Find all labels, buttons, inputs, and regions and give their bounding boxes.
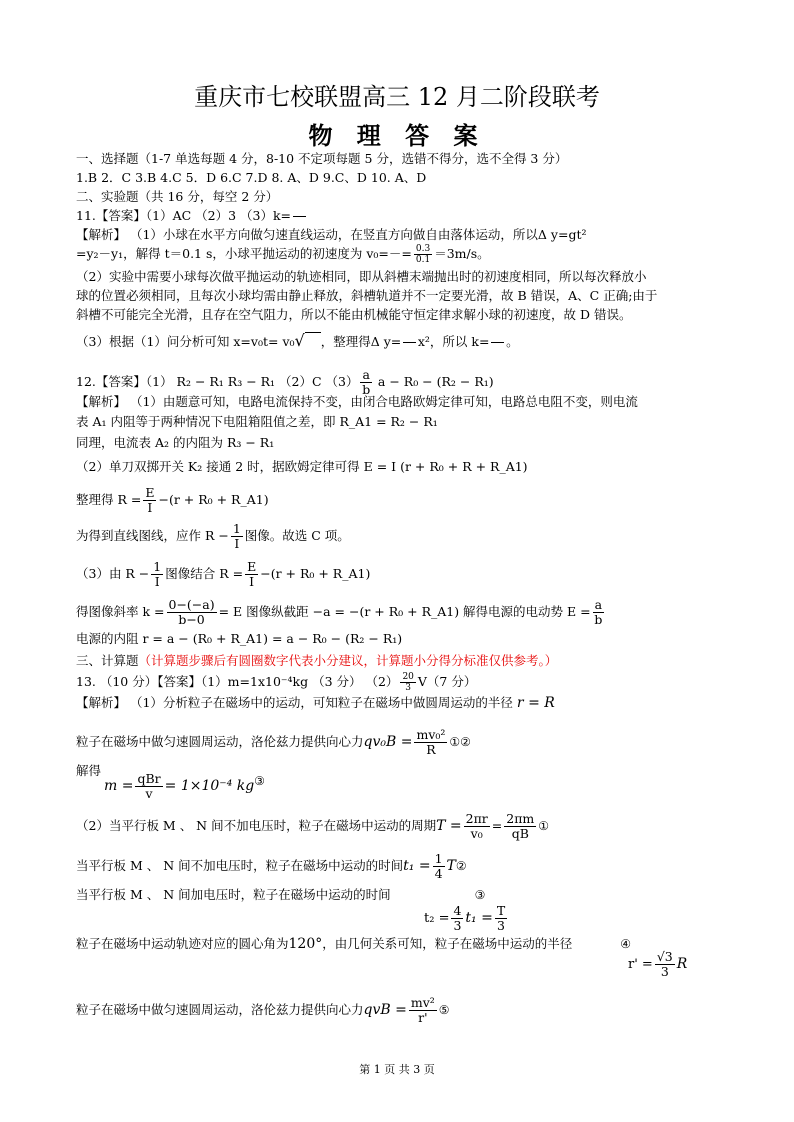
q12-analysis-1c: 同理，电流表 A₂ 的内阻为 R₃ − R₁ <box>76 435 275 450</box>
q12-3b-prefix: 得图像斜率 k = <box>76 604 165 619</box>
q11-analysis-1a: 【解析】 （1）小球在水平方向做匀速直线运动，在竖直方向做自由落体运动，所以Δ y=gt² <box>76 227 587 242</box>
q13-l2-eq-left: qv₀B = <box>363 734 413 750</box>
q12-answer-text: 12.【答案】（1） R₂ − R₁ R₃ − R₁ （2）C （3） <box>76 374 359 389</box>
q13-l7-fraction <box>655 950 675 979</box>
q12-3b-den: b−0 <box>178 612 205 627</box>
q13-l6-fraction2 <box>495 904 507 933</box>
q11-answer-prefix: 11.【答案】（1）AC （2）3 （3） <box>76 208 273 223</box>
q11-analysis-2a: （2）实验中需要小球每次做平抛运动的轨迹相同，即从斜槽末端抛出时的初速度相同，所以每次释放小 <box>76 269 647 284</box>
page-subtitle: 物 理 答 案 <box>308 121 486 150</box>
q13-l7-eq <box>628 950 687 979</box>
q12-3a-num: 1 <box>153 559 162 574</box>
q12-analysis-2a: （2）单刀双掷开关 K₂ 接通 2 时，据欧姆定律可得 E = I (r + R₀ + R + R_A1) <box>76 459 528 474</box>
q13-l7-angle: 120° <box>288 936 323 952</box>
q12-3b-fraction2 <box>593 598 604 627</box>
q11-analysis-3 <box>76 332 519 353</box>
q12-3b-num: 0−(−a) <box>168 597 215 612</box>
q13-l6-den: 3 <box>453 918 462 933</box>
q13-answer-b: V（7 分） <box>417 674 477 689</box>
q13-l2-prefix: 粒子在磁场中做匀速圆周运动，洛伦兹力提供向心力 <box>76 734 364 749</box>
q12-2b-prefix: 整理得 R = <box>76 492 142 507</box>
q13-l4-mark: ① <box>538 819 550 833</box>
q13-l4-fraction2 <box>504 812 536 841</box>
q13-l4-den1: v₀ <box>470 826 483 841</box>
q12-3b-den2: b <box>594 612 603 627</box>
q12-2c-prefix: 为得到直线图线，应作 R − <box>76 528 229 543</box>
q12-3b-num2: a <box>594 597 603 612</box>
q11-answer-k: k= <box>272 208 292 223</box>
q13-l8-den: r' <box>418 1010 428 1025</box>
q13-l6-mark: ③ <box>474 888 486 902</box>
q11-analysis-3b: ，整理得Δ y= <box>320 334 402 349</box>
q13-l2-fraction <box>414 728 447 757</box>
section3-note: （计算题步骤后有圆圈数字代表小分建议，计算题小分得分标准仅供参考。） <box>138 653 558 668</box>
q12-analysis-3a <box>76 560 370 589</box>
section3-heading: 三、计算题 <box>76 653 139 668</box>
section2-heading: 二、实验题（共 16 分，每空 2 分） <box>76 189 279 204</box>
q13-l6-num: 4 <box>453 903 462 918</box>
q13-l2 <box>76 728 471 757</box>
page-footer: 第 1 页 共 3 页 <box>359 1063 435 1076</box>
q13-l4-prefix: （2）当平行板 M 、 N 间不加电压时，粒子在磁场中运动的周期 <box>76 818 437 833</box>
q12-3a-den: I <box>154 574 160 589</box>
section1-heading: 一、选择题（1-7 单选每题 4 分，8-10 不定项每题 5 分，选错不得分，选不全得 3 分） <box>76 151 568 166</box>
q13-l4-num1: 2πr <box>465 811 488 826</box>
q13-l1 <box>76 694 555 712</box>
q12-3a-mid: 图像结合 R = <box>165 566 244 581</box>
q11-analysis-3-end: 。 <box>506 334 519 349</box>
q13-l4-eq-mid: = <box>491 818 503 833</box>
q12-3b-fraction <box>167 598 217 627</box>
q11-k-fraction <box>293 206 306 227</box>
q12-3a-prefix: （3）由 R − <box>76 566 150 581</box>
q12-2c-tail: 图像。故选 C 项。 <box>244 528 350 543</box>
q12-2c-den: I <box>234 536 240 551</box>
q13-frac-num: 20 <box>402 672 414 682</box>
q13-l7-den: 3 <box>660 964 669 979</box>
q11-v0-fraction <box>414 244 432 265</box>
q13-l7-eq-right: R <box>676 956 688 972</box>
q11-v0-den: 0.1 <box>415 255 431 265</box>
q12-3a-fraction <box>151 560 163 589</box>
q13-l1-eq: r = R <box>516 695 555 711</box>
section1-answers: 1.B 2．C 3.B 4.C 5．D 6.C 7.D 8. A、D 9.C、D 10. A、D <box>76 170 427 185</box>
q13-l5-eq-left: t₁ = <box>403 858 431 874</box>
q13-frac-den: 3 <box>405 683 412 693</box>
q13-l3-fraction <box>135 772 162 801</box>
q13-l8-prefix: 粒子在磁场中做匀速圆周运动，洛伦兹力提供向心力 <box>76 1002 364 1017</box>
q12-2c-num: 1 <box>232 521 241 536</box>
q11-analysis-1b <box>76 244 490 265</box>
q12-analysis-2c <box>76 522 350 551</box>
q13-l7-eq-left: r' = <box>628 957 653 972</box>
q12-frac-den: b <box>362 382 371 397</box>
q13-l7-mark: ④ <box>620 937 632 951</box>
q13-l2-den: R <box>426 742 436 757</box>
q13-l4-num2: 2πm <box>506 811 535 826</box>
q13-l2-marks: ①② <box>449 735 471 749</box>
q13-l3-eq-right: = 1×10⁻⁴ kg <box>164 778 255 794</box>
q13-l3-den: v <box>145 786 153 801</box>
q13-l6-den2: 3 <box>497 918 505 933</box>
q12-answer-tail: a − R₀ − (R₂ − R₁) <box>373 374 494 389</box>
q13-l4-fraction1 <box>464 812 490 841</box>
q12-3a-den2: I <box>249 574 255 589</box>
q13-answer-a: 13. （10 分）【答案】（1）m=1x10⁻⁴kg （3 分） （2） <box>76 674 399 689</box>
q11-analysis-3c: x²，所以 k= <box>417 334 490 349</box>
q13-l3-prefix: 解得 <box>76 763 102 778</box>
q13-l8-num: mv² <box>410 995 435 1010</box>
q11-analysis-3a: （3）根据（1）问分析可知 x=v₀t= v₀ <box>76 334 295 349</box>
q13-l5-den: 4 <box>434 866 443 881</box>
q13-l6-num2: T <box>496 903 506 918</box>
q13-l7-mid: ，由几何关系可知，粒子在磁场中运动的半径 <box>322 936 573 951</box>
q13-l6-eq-left: t₂ = <box>424 911 450 926</box>
q13-l4-den2: qB <box>511 826 529 841</box>
q13-answer <box>76 672 476 693</box>
q12-2b-tail: −(r + R₀ + R_A1) <box>158 492 269 507</box>
q13-l5-mark: ② <box>455 859 467 873</box>
q11-answer <box>76 206 308 227</box>
q12-frac-num: a <box>362 367 370 382</box>
q13-l5-fraction <box>433 852 445 881</box>
q12-2b-fraction <box>143 486 156 515</box>
q13-l6-fraction <box>451 904 463 933</box>
q12-analysis-3c: 电源的内阻 r = a − (R₀ + R_A1) = a − R₀ − (R₂ − R₁) <box>76 631 403 646</box>
q11-analysis-2b: 球的位置必须相同，且每次小球均需由静止释放，斜槽轨道并不一定要光滑，故 B 错误，A、C 正确;由于 <box>76 288 658 303</box>
q13-l8 <box>76 996 450 1025</box>
q13-l6-eq <box>424 904 509 933</box>
q12-3a-num2: E <box>247 559 257 574</box>
q12-3a-fraction2 <box>245 560 258 589</box>
q13-l4 <box>76 812 549 841</box>
q12-3a-tail: −(r + R₀ + R_A1) <box>260 566 371 581</box>
q12-3b-mid: = E 图像纵截距 −a = −(r + R₀ + R_A1) 解得电源的电动势 E = <box>218 604 591 619</box>
q12-2b-num: E <box>145 485 155 500</box>
q13-l3-eq-left: m = <box>104 778 134 794</box>
page-title: 重庆市七校联盟高三 12 月二阶段联考 <box>194 83 600 111</box>
sqrt-symbol: √ <box>294 331 305 350</box>
q13-l6-eq-mid: t₁ = <box>465 910 493 926</box>
q13-l6-prefix: 当平行板 M 、 N 间加电压时，粒子在磁场中运动的时间 <box>76 887 391 902</box>
q11-analysis-1b-text: =y₂－y₁，解得 t＝0.1 s，小球平抛运动的初速度为 v₀=－= <box>76 246 412 261</box>
q13-l7-num: √3 <box>656 949 673 964</box>
q12-analysis-1b: 表 A₁ 内阻等于两种情况下电阻箱阻值之差，即 R_A1 = R₂ − R₁ <box>76 414 438 429</box>
q13-l1-prefix: 【解析】 （1）分析粒子在磁场中的运动，可知粒子在磁场中做圆周运动的半径 <box>76 695 513 710</box>
q12-analysis-2b <box>76 486 269 515</box>
q13-l5-num: 1 <box>434 851 443 866</box>
q13-l8-eq-left: qvB = <box>363 1002 407 1018</box>
q11-k2-fraction <box>491 332 504 353</box>
q11-v0-num: 0.3 <box>415 244 431 254</box>
q13-l2-num: mv₀² <box>416 727 446 742</box>
q13-l3-mark: ③ <box>254 774 265 788</box>
q13-l5 <box>76 852 467 881</box>
q13-l7 <box>76 935 631 953</box>
q13-l4-eq-left: T = <box>436 818 462 834</box>
q11-analysis-1b-end: ＝3m/s。 <box>434 246 490 261</box>
q13-l8-fraction <box>409 996 437 1025</box>
q12-2c-fraction <box>231 522 243 551</box>
q13-l8-mark: ⑤ <box>438 1003 450 1017</box>
q13-l3 <box>104 772 265 801</box>
q13-l6 <box>76 886 485 904</box>
q13-l5-eq-right: T <box>446 858 456 874</box>
q11-analysis-2c: 斜槽不可能完全光滑，且存在空气阻力，所以不能由机械能守恒定律求解小球的初速度，故 D 错误。 <box>76 307 632 322</box>
q13-l3-num: qBr <box>137 771 161 786</box>
q12-2b-den: I <box>147 500 153 515</box>
q12-analysis-1a: 【解析】 （1）由题意可知，电路电流保持不变，由闭合电路欧姆定律可知，电路总电阻不变，则电流 <box>76 394 638 409</box>
q13-l5-prefix: 当平行板 M 、 N 间不加电压时，粒子在磁场中运动的时间 <box>76 858 404 873</box>
q13-l7-prefix: 粒子在磁场中运动轨迹对应的圆心角为 <box>76 936 289 951</box>
q13-answer-fraction <box>400 672 415 693</box>
section3-heading-line <box>76 652 557 670</box>
q12-analysis-3b <box>76 598 606 627</box>
q11-dy-fraction <box>403 332 416 353</box>
